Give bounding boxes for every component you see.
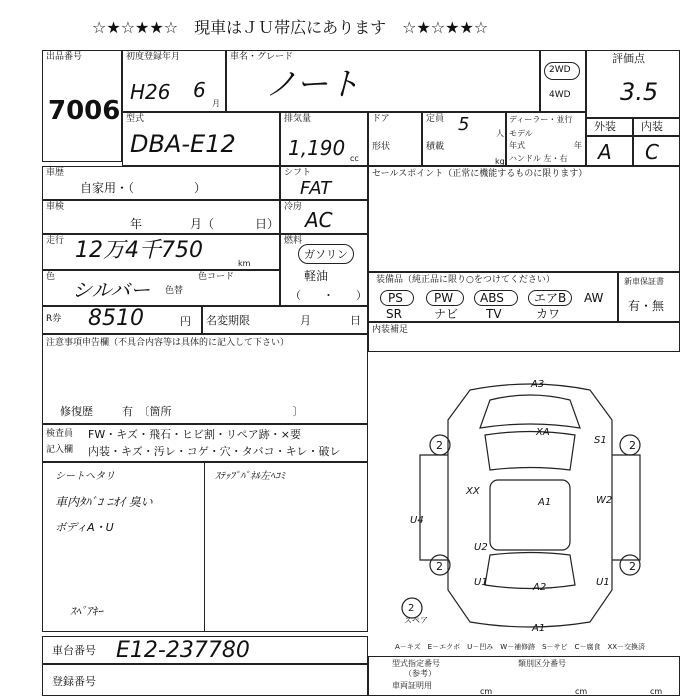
dealer-l4: 年 — [574, 141, 582, 150]
ext-value: A — [598, 140, 612, 164]
color-no-label: 色替 — [165, 286, 184, 296]
dims-label: 車両証明用 — [392, 681, 432, 690]
left-side-outline — [420, 455, 448, 560]
inspection-month: 月（ — [190, 217, 215, 231]
history-label: 車歴 — [46, 168, 65, 178]
inspection-box — [42, 200, 280, 234]
handnote-left1: シートヘタリ — [55, 471, 115, 482]
drive-box — [540, 50, 586, 112]
ac-value: AC — [305, 208, 333, 232]
history-value: 自家用・（ ） — [80, 181, 207, 195]
warranty-label: 新車保証書 — [624, 277, 664, 286]
interior-label: 内装補足 — [372, 325, 409, 335]
repair-label: 修復歴 — [60, 405, 93, 418]
mark-xa: XA — [536, 427, 550, 438]
warranty-value: 有・無 — [628, 299, 665, 313]
designation-ref: （参考） — [404, 669, 436, 678]
interior-box — [368, 322, 680, 352]
reg-month-unit: 月 — [212, 99, 220, 108]
sales-label: セールスポイント（正常に機能するものに限ります） — [372, 169, 588, 179]
repair-value: 有 〔箇所 〕 — [122, 405, 304, 418]
car-label: 車名・グレード — [230, 52, 294, 62]
dealer-l3: 年式 — [509, 141, 525, 150]
car-outline — [448, 384, 612, 627]
equip-ps: PS — [388, 291, 403, 305]
fuel-paren: （ ・ ） — [290, 289, 367, 302]
recycle-unit: 円 — [180, 315, 191, 328]
mark-xx: XX — [466, 486, 480, 497]
load-unit: kg — [495, 157, 505, 166]
mark-s1: S1 — [594, 435, 607, 446]
inspection-year: 年 — [130, 217, 143, 231]
dealer-l1: ディーラー・並行 — [509, 115, 573, 124]
dims-cm-1: cm — [480, 687, 493, 696]
rating-label: 評価点 — [612, 52, 645, 65]
rear-glass-outline — [485, 553, 575, 589]
mark-2-rl: 2 — [436, 560, 443, 573]
displacement-value: 1,190 — [288, 136, 346, 160]
ac-label: 冷房 — [284, 202, 303, 212]
name-change-day: 日 — [350, 314, 361, 327]
capacity-label: 定員 — [426, 114, 445, 124]
mark-w2: W2 — [596, 495, 613, 506]
banner-text: ☆★☆★★☆ 現車はＪＵ帯広にあります ☆★☆★★☆ — [92, 18, 489, 37]
spare-label: スペア — [404, 616, 428, 625]
fuel-label: 燃料 — [284, 236, 303, 246]
reg-label: 初度登録年月 — [126, 52, 181, 62]
displacement-unit: cc — [350, 154, 359, 163]
right-side-outline — [612, 455, 640, 560]
mark-u4: U4 — [410, 515, 424, 526]
handnote-left4: ｽﾍﾟｱｷｰ — [70, 605, 103, 618]
name-change-label: 名変期限 — [206, 314, 250, 327]
mark-2-fr: 2 — [629, 439, 636, 452]
load-label: 積載 — [426, 142, 445, 152]
fuel-diesel: 軽油 — [304, 269, 329, 283]
handnote-right1: ｽﾃｯﾌﾟﾊﾟﾈﾙ左ﾍｺﾐ — [215, 471, 285, 482]
displacement-label: 排気量 — [284, 114, 312, 124]
mark-2-fl: 2 — [436, 439, 443, 452]
equip-sr: SR — [386, 307, 402, 321]
mark-a3: A3 — [531, 379, 545, 390]
ext-label: 外装 — [594, 120, 616, 133]
shift-label: シフト — [284, 168, 312, 178]
inspector-label: 検査員 — [46, 429, 74, 439]
hood-outline — [480, 395, 580, 428]
handnotes-left — [42, 462, 205, 632]
mark-u1-right: U1 — [596, 577, 610, 588]
mileage-label: 走行 — [46, 236, 65, 246]
mark-a2: A2 — [533, 582, 547, 593]
chassis-value: E12-237780 — [116, 638, 250, 663]
mark-a1: A1 — [538, 497, 552, 508]
reg-month: 6 — [193, 78, 206, 102]
drive-2wd: 2WD — [549, 65, 571, 75]
dims-cm-3: cm — [650, 687, 663, 696]
mark-a1-rear: A1 — [532, 623, 546, 634]
color-value: シルバー — [72, 278, 151, 302]
mileage-value: 12万4千750 — [75, 238, 203, 263]
chassis-label: 車台番号 — [52, 644, 96, 657]
damage-diagram — [380, 360, 680, 645]
mark-2-rr: 2 — [629, 560, 636, 573]
mark-2-spare: 2 — [408, 603, 415, 614]
equip-pw: PW — [434, 291, 454, 305]
mark-u2: U2 — [474, 542, 488, 553]
int-label: 内装 — [641, 120, 663, 133]
equip-navi: ナビ — [434, 307, 459, 321]
inspector-row1: FW・キズ・飛石・ヒビ割・リペア跡・×要 — [88, 428, 301, 441]
windshield-outline — [485, 432, 575, 471]
equip-tv: TV — [486, 307, 502, 321]
equip-abs: ABS — [480, 291, 504, 305]
reg-year: H26 — [130, 80, 171, 104]
equip-aw: AW — [584, 291, 604, 305]
shape-label: 形状 — [372, 142, 391, 152]
model-label: 型式 — [126, 114, 145, 124]
shift-value: FAT — [300, 178, 332, 199]
dims-cm-2: cm — [575, 687, 588, 696]
recycle-value: 8510 — [88, 306, 144, 331]
int-value: C — [645, 140, 659, 164]
model-value: DBA-E12 — [130, 130, 236, 158]
car-name: ノート — [265, 65, 361, 103]
damage-legend: A－キズ E－エクボ U－凹み W－補修跡 S－サビ C－腐食 XX－交換済 — [395, 643, 646, 651]
handnote-left3: ボディA・U — [55, 521, 114, 534]
dealer-l5: ハンドル 左・右 — [509, 154, 568, 163]
lot-label: 出品番号 — [46, 52, 83, 62]
color-label: 色 — [46, 272, 56, 282]
capacity-value: 5 — [458, 114, 470, 135]
inspection-label: 車検 — [46, 202, 65, 212]
color-code-label: 色コード — [198, 272, 235, 282]
handnote-left2: 車内ﾀﾊﾞｺ ﾆｵｲ 臭い — [55, 495, 153, 509]
inspection-day: 日） — [255, 217, 280, 231]
equip-leather: カワ — [536, 307, 561, 321]
notes-label: 注意事項申告欄（不具合内容等は具体的に記入して下さい） — [46, 338, 290, 348]
inspector-row2: 内装・キズ・汚レ・コゲ・穴・タバコ・キレ・破レ — [88, 445, 341, 458]
dealer-l2: モデル — [509, 129, 533, 138]
plate-label: 登録番号 — [52, 675, 96, 688]
name-change-month: 月 — [300, 314, 311, 327]
recycle-label: R券 — [46, 314, 62, 324]
roof-outline — [490, 480, 570, 550]
equip-airbag: エアB — [534, 291, 567, 305]
lot-number: 7006 — [48, 96, 121, 126]
rating-score: 3.5 — [620, 78, 659, 106]
designation-label: 型式指定番号 — [392, 659, 440, 668]
mark-u1-left: U1 — [474, 577, 488, 588]
equip-label: 装備品（純正品に限り○をつけてください） — [376, 275, 555, 285]
drive-4wd: 4WD — [549, 90, 571, 100]
sales-box — [368, 166, 680, 272]
capacity-unit: 人 — [496, 129, 504, 138]
mileage-unit: km — [238, 259, 251, 268]
entry-label: 記入欄 — [46, 445, 74, 455]
doors-label: ドア — [372, 114, 390, 124]
class-label: 類別区分番号 — [518, 659, 566, 668]
fuel-gasoline: ガソリン — [304, 248, 348, 261]
